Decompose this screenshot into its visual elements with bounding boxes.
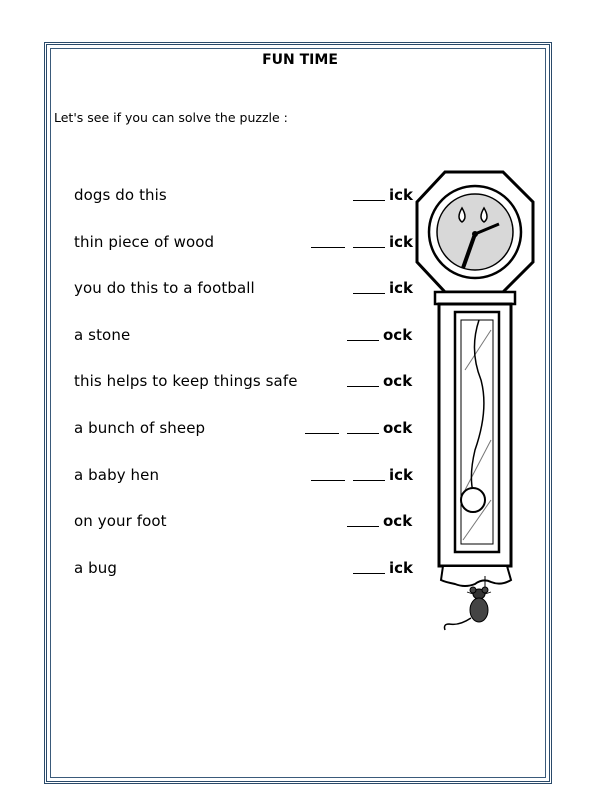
word-ending: ick: [389, 279, 414, 298]
word-ending: ick: [389, 558, 414, 577]
clock-center: [472, 231, 478, 237]
answer-blank[interactable]: [353, 573, 385, 574]
clue-text: this helps to keep things safe: [74, 372, 298, 391]
pendulum-bob: [461, 488, 485, 512]
answer-blank[interactable]: [353, 480, 385, 481]
clock-neck: [435, 292, 515, 304]
answer-blank[interactable]: [353, 293, 385, 294]
answer-blank[interactable]: [347, 526, 379, 527]
word-ending: ock: [383, 372, 413, 391]
answer-blank[interactable]: [353, 247, 385, 248]
clue-text: you do this to a football: [74, 279, 255, 298]
answer-blank[interactable]: [305, 433, 339, 434]
answer-blank[interactable]: [347, 340, 379, 341]
answer-blank[interactable]: [347, 433, 379, 434]
worksheet-title: FUN TIME: [262, 52, 338, 68]
clue-text: a baby hen: [74, 465, 160, 484]
instruction-text: Let's see if you can solve the puzzle :: [54, 110, 288, 125]
word-ending: ock: [383, 419, 413, 437]
grandfather-clock-illustration: [415, 170, 545, 650]
word-ending: ock: [383, 325, 413, 344]
clue-text: dogs do this: [74, 186, 167, 204]
clue-text: a bug: [74, 558, 118, 577]
word-ending: ick: [389, 465, 414, 484]
clue-text: a bunch of sheep: [74, 419, 206, 437]
answer-blank[interactable]: [347, 386, 379, 387]
answer-blank[interactable]: [353, 200, 385, 201]
pendulum-window: [455, 312, 499, 552]
clue-text: on your foot: [74, 512, 167, 531]
clue-text: a stone: [74, 325, 131, 344]
answer-blank[interactable]: [311, 247, 345, 248]
clue-text: thin piece of wood: [74, 232, 215, 251]
word-ending: ick: [389, 232, 414, 251]
answer-blank[interactable]: [311, 480, 345, 481]
word-ending: ick: [389, 186, 414, 204]
word-ending: ock: [383, 512, 413, 531]
clock-base: [441, 566, 511, 586]
